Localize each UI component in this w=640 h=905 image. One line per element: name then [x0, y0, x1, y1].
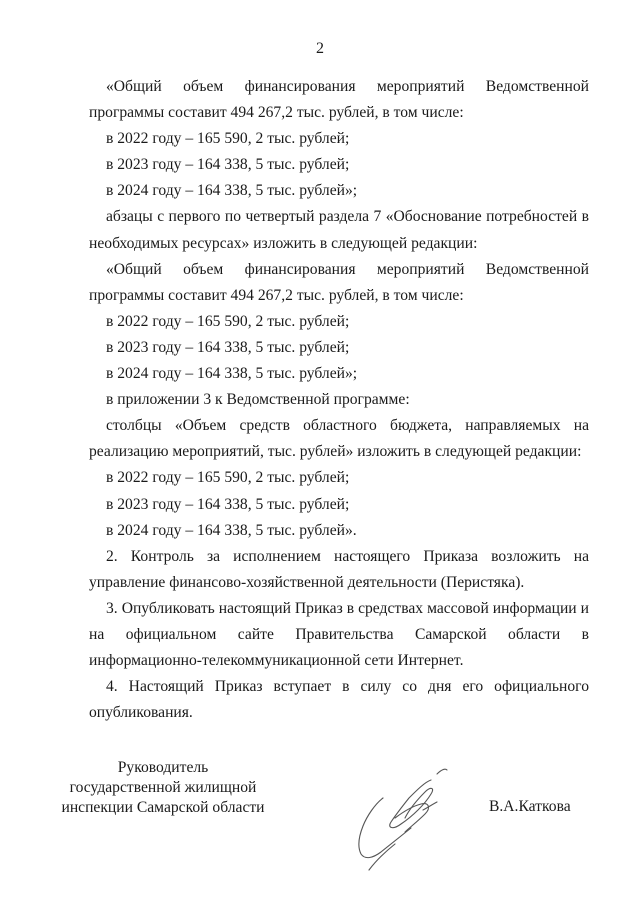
signatory-name: В.А.Каткова	[489, 798, 571, 815]
list-item: в 2024 году – 164 338, 5 тыс. рублей»;	[106, 182, 358, 200]
list-item: в 2022 году – 165 590, 2 тыс. рублей;	[106, 312, 350, 330]
list-item: в 2022 году – 165 590, 2 тыс. рублей;	[106, 469, 350, 487]
list-item: в 2024 году – 164 338, 5 тыс. рублей»;	[106, 365, 358, 383]
paragraph: абзацы с первого по четвертый раздела 7 «Обоснование потребностей в необходимых ресурсах» изложить в следующей редакции:	[89, 208, 589, 252]
list-item: в 2023 году – 164 338, 5 тыс. рублей;	[106, 156, 350, 174]
page-number: 2	[316, 40, 324, 57]
paragraph: столбцы «Объем средств областного бюджета, направляемых на реализацию мероприятий, тыс. рублей» изложить в следующей редакции:	[89, 417, 589, 461]
list-item: в 2023 году – 164 338, 5 тыс. рублей;	[106, 338, 350, 356]
position-line: Руководитель	[117, 759, 209, 776]
document-body	[89, 74, 589, 726]
list-item: в приложении 3 к Ведомственной программе:	[106, 391, 410, 409]
signature-block	[48, 758, 608, 878]
paragraph: «Общий объем финансирования мероприятий Ведомственной программы составит 494 267,2 тыс. рублей, в том числе:	[89, 78, 589, 122]
list-item: в 2024 году – 164 338, 5 тыс. рублей».	[106, 521, 357, 539]
position-line: государственной жилищной	[69, 779, 257, 796]
list-item: в 2022 году – 165 590, 2 тыс. рублей;	[106, 130, 350, 148]
signatory-position	[48, 758, 278, 818]
paragraph: 3. Опубликовать настоящий Приказ в средствах массовой информации и на официальном сайте Правительства Самарской области в информационно-телекоммуникационной сети Интернет.	[89, 599, 589, 670]
handwritten-signature	[313, 758, 493, 878]
position-line: инспекции Самарской области	[61, 799, 265, 816]
paragraph: 2. Контроль за исполнением настоящего Приказа возложить на управление финансово-хозяйственной деятельности (Перистяка).	[89, 547, 589, 591]
list-item: в 2023 году – 164 338, 5 тыс. рублей;	[106, 495, 350, 513]
paragraph: «Общий объем финансирования мероприятий Ведомственной программы составит 494 267,2 тыс. рублей, в том числе:	[89, 260, 589, 304]
paragraph: 4. Настоящий Приказ вступает в силу со дня его официального опубликования.	[89, 678, 589, 722]
